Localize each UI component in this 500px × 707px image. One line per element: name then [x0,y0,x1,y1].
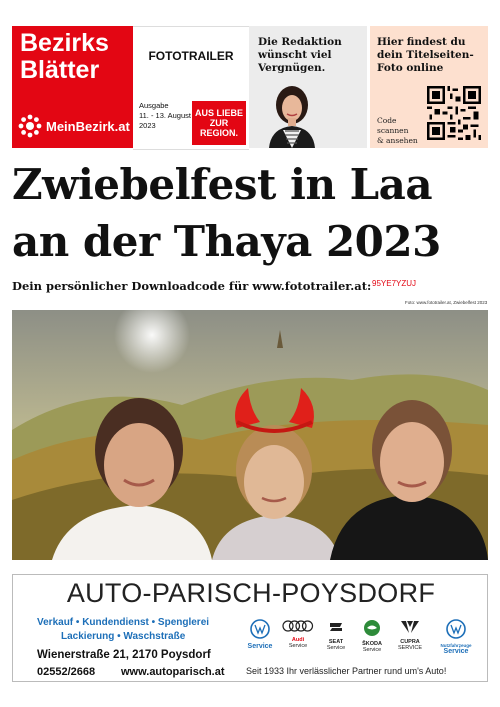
headline-line1: Zwiebelfest in Laa [12,160,433,209]
editor-portrait [263,84,321,148]
cupra-service-label: SERVICE [397,645,423,651]
meinbezirk-icon [18,114,42,138]
ad-services-line1: Verkauf • Kundendienst • Spenglerei [37,617,210,628]
meinbezirk-logo[interactable] [18,114,130,138]
regional-badge [192,101,246,145]
regional-line2: ZUR [209,118,229,128]
fototrailer-label: FOTOTRAILER [148,49,234,63]
qr-instruction-line2: scannen [377,126,409,135]
seat-service-label: Service [326,645,346,651]
seat-service-logo [317,619,355,651]
audi-rings-icon [281,619,315,633]
auto-parisch-ad[interactable] [12,574,488,682]
bezirksblaetter-logo-block [12,26,133,148]
cupra-service-logo [391,619,429,651]
vw-icon [250,619,270,639]
meinbezirk-label: MeinBezirk.at [46,118,130,134]
qr-title: Hier findest du dein Titelseiten-Foto online [377,36,474,74]
seat-label: SEAT [328,639,344,645]
qr-instruction-line1: Code [377,116,397,125]
ad-website[interactable]: www.autoparisch.at [121,666,225,678]
audi-label: Audi [291,637,305,643]
cover-photo [12,310,488,560]
ad-title: AUTO-PARISCH-POYSDORF [66,578,436,608]
brand-title [20,30,109,84]
vw-nutzfahrzeuge-icon [446,619,466,639]
ad-phone: 02552/2668 [37,666,96,678]
qr-code[interactable] [427,86,481,140]
qr-block [370,26,488,148]
issue-info [139,101,191,131]
skoda-icon [363,619,381,637]
redaktion-text: Die Redaktion wünscht viel Vergnügen. [258,36,342,74]
headline-line2: an der Thaya 2023 [12,217,441,266]
redaktion-block [249,26,367,148]
ad-address: Wienerstraße 21, 2170 Poysdorf [37,649,211,661]
download-code[interactable]: 95YE7YZUJ [372,279,417,288]
regional-line1: AUS LIEBE [194,108,243,118]
issue-year: 2023 [139,121,156,130]
ad-slogan: Seit 1933 Ihr verlässlicher Partner rund um's Auto! [246,666,447,676]
vw-service-logo [241,619,279,650]
headline [12,156,492,270]
cover-photo-illustration [12,310,488,560]
vw-nutzfahrzeuge-service-logo [437,619,475,655]
download-code-label: Dein persönlicher Downloadcode für www.fototrailer.at: [12,279,372,293]
issue-label: Ausgabe [139,101,169,110]
qr-instruction-line3: & ansehen [377,136,418,145]
audi-service-logo [279,619,317,649]
nutzfahrzeuge-service-label: Service [443,648,469,655]
cupra-label: CUPRA [400,639,420,645]
vw-service-label: Service [247,643,273,650]
issue-dates: 11. - 13. August [139,111,191,120]
brand-title-line1: Bezirks [20,29,109,57]
fototrailer-block [133,26,249,150]
ad-services-line2: Lackierung • Waschstraße [61,631,186,642]
seat-icon [328,619,344,635]
skoda-label: ŠKODA [362,641,382,647]
brand-title-line2: Blätter [20,56,100,84]
nutzfahrzeuge-label: Nutzfahrzeuge [440,643,472,648]
cupra-icon [400,619,420,635]
qr-instruction [377,116,418,146]
skoda-service-label: Service [362,647,382,653]
regional-line3: REGION. [199,128,238,138]
photo-credit: Foto: www.fototrailer.at, Zwiebelfest 2023 [405,300,488,305]
audi-service-label: Service [288,643,308,649]
skoda-service-logo [353,619,391,653]
